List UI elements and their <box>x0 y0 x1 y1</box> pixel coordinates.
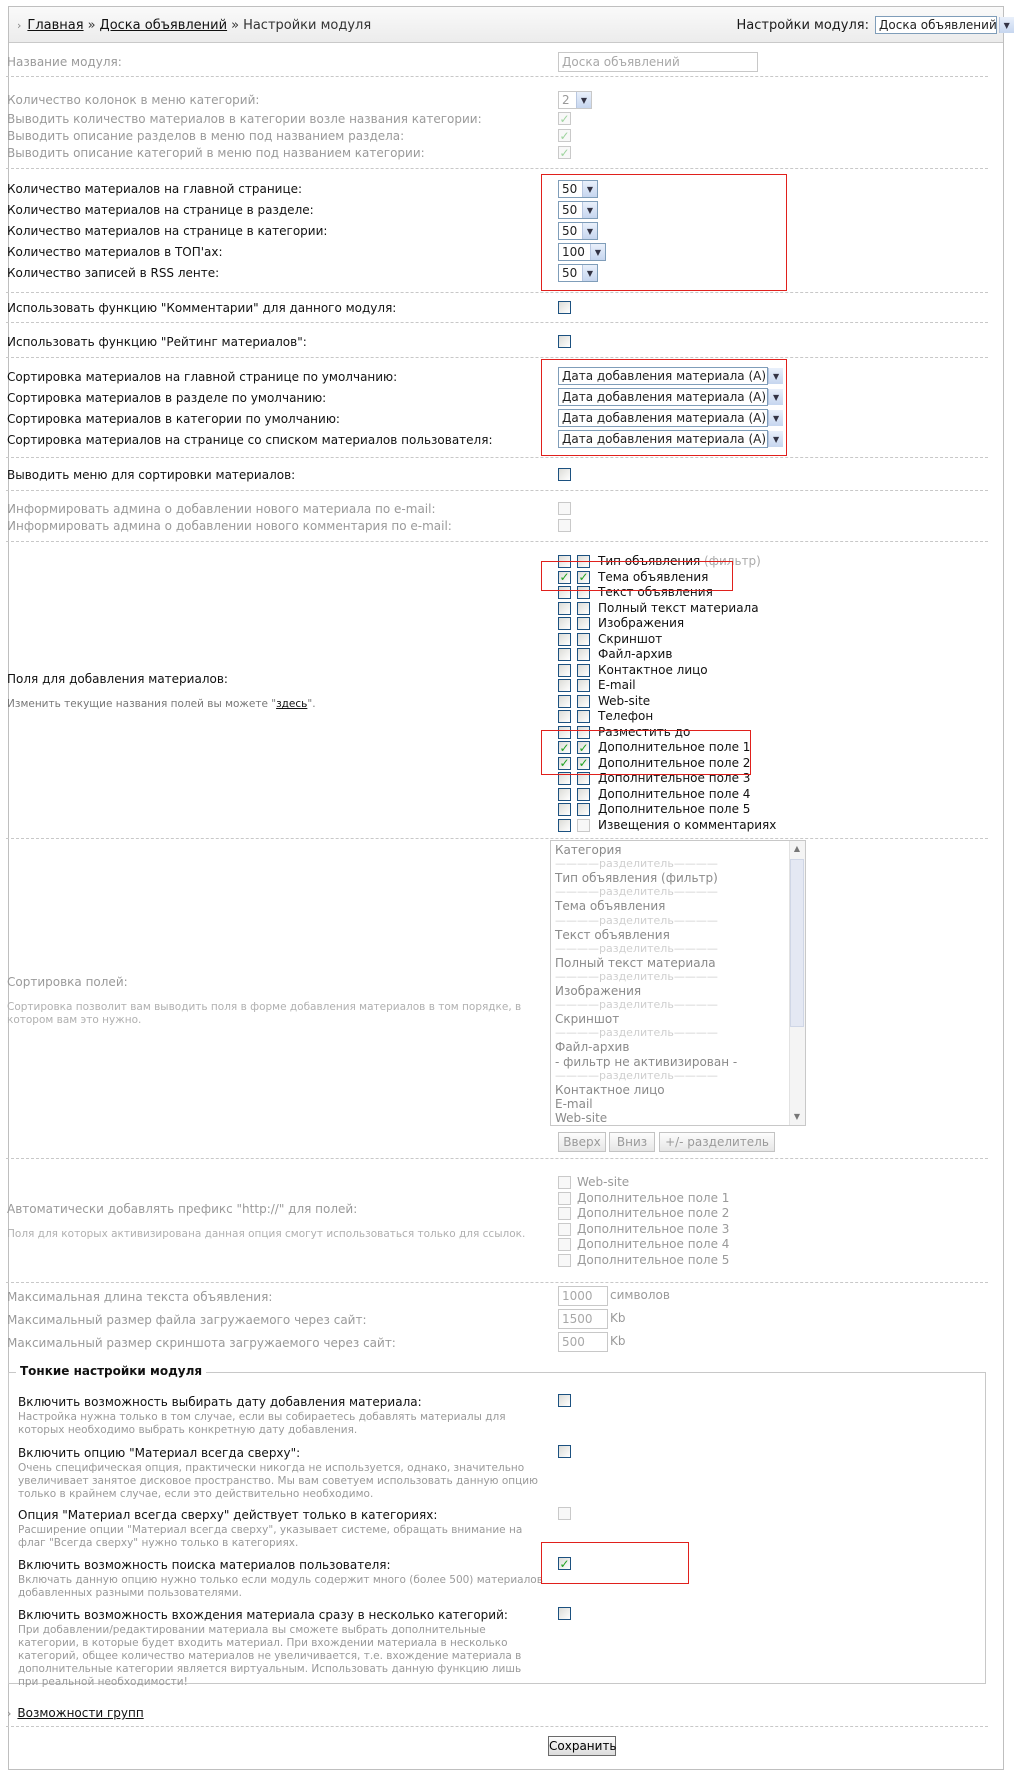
field-checkbox-a[interactable] <box>558 803 571 816</box>
checkmark-icon: ✓ <box>559 128 570 143</box>
chevron-down-icon: ▼ <box>576 92 591 108</box>
field-checkbox-b[interactable] <box>577 695 590 708</box>
checkmark-icon: ✓ <box>559 1556 570 1571</box>
listbox-item[interactable]: Изображения <box>555 984 642 998</box>
field-name: Извещения о комментариях <box>598 817 777 832</box>
listbox-item[interactable]: E-mail <box>555 1097 593 1111</box>
field-name: Тема объявления <box>598 569 709 584</box>
chevron-right-icon: › <box>17 19 22 32</box>
field-label <box>598 787 750 801</box>
checkmark-icon: ✓ <box>559 145 570 160</box>
sort-menu-checkbox[interactable] <box>558 468 571 481</box>
sort-category-value: Дата добавления материала (А) <box>562 411 767 425</box>
field-checkbox-b[interactable] <box>577 819 590 832</box>
listbox-item[interactable]: Категория <box>555 843 622 857</box>
fine-option-checkbox[interactable] <box>558 1445 571 1458</box>
per-section-value: 50 <box>562 203 578 217</box>
field-label <box>598 663 708 677</box>
divider <box>6 1282 988 1283</box>
checkmark-icon: ✓ <box>559 756 570 770</box>
fields-note <box>7 698 316 711</box>
screenshot-size-unit: Kb <box>610 1334 626 1348</box>
field-name: Дополнительное поле 4 <box>598 786 751 801</box>
listbox-divider[interactable]: ————разделитель———— <box>555 857 718 871</box>
comments-checkbox[interactable] <box>558 301 571 314</box>
field-checkbox-b[interactable] <box>577 617 590 630</box>
listbox-divider[interactable]: ————разделитель———— <box>555 998 718 1012</box>
listbox-divider[interactable]: ————разделитель———— <box>555 1026 718 1040</box>
per-top-label: Количество материалов в ТОП'ах: <box>7 245 223 259</box>
listbox-divider[interactable]: ————разделитель———— <box>555 970 718 983</box>
fine-option-label: Включить возможность поиска материалов пользователя: <box>18 1558 391 1572</box>
field-name: Файл-архив <box>598 647 673 661</box>
chevron-down-icon: ▼ <box>590 244 605 260</box>
show-category-desc-label: Выводить описание категорий в меню под названием категории: <box>7 146 425 160</box>
chevron-down-icon[interactable]: ▼ <box>793 1112 801 1121</box>
field-name: Скриншот <box>598 631 663 646</box>
chevron-up-icon[interactable]: ▲ <box>793 844 801 853</box>
prefix-checkbox[interactable] <box>558 1192 571 1205</box>
field-checkbox-a[interactable] <box>558 617 571 630</box>
highlight-box <box>541 730 751 775</box>
sort-menu-label: Выводить меню для сортировки материалов: <box>7 468 296 482</box>
checkmark-icon: ✓ <box>578 740 589 755</box>
fine-option-label: Включить возможность вхождения материала сразу в несколько категорий: <box>18 1608 508 1622</box>
show-count-label: Выводить количество материалов в категории возле названия категории: <box>7 112 482 126</box>
sort-user-value: Дата добавления материала (А) <box>562 432 767 446</box>
field-extra: (фильтр) <box>704 554 761 568</box>
fine-option-note: При добавлении/редактировании материала вы сможете выбрать дополнительные категории, в которые будет входить материал. При вхождении материала в несколько категорий, общее количество материалов не увеличивается, т.е. вхождение материала в дополнительные категории является виртуальным. Использовать данную функцию лишь при реальной необходимости! <box>18 1624 522 1688</box>
field-name: Web-site <box>598 693 651 708</box>
show-section-desc-label: Выводить описание разделов в меню под названием раздела: <box>7 129 405 143</box>
show-count-checkbox[interactable] <box>558 112 571 125</box>
listbox-divider[interactable]: ————разделитель———— <box>555 1068 718 1082</box>
divider <box>6 838 988 839</box>
per-rss-label: Количество записей в RSS ленте: <box>7 266 220 280</box>
prefix-checkbox[interactable] <box>558 1207 571 1220</box>
header-bar <box>9 7 1010 43</box>
field-checkbox-b[interactable] <box>577 679 590 692</box>
field-checkbox-b[interactable] <box>577 710 590 723</box>
field-checkbox-a[interactable] <box>558 633 571 646</box>
field-name: Разместить до <box>598 724 691 739</box>
field-checkbox-a[interactable] <box>558 679 571 692</box>
notify-material-label: Информировать админа о добавлении нового материала по e-mail: <box>7 502 436 516</box>
field-label <box>598 647 672 661</box>
notify-material-checkbox[interactable] <box>558 502 571 515</box>
fine-option-label: Опция "Материал всегда сверху" действует только в категориях: <box>18 1508 438 1522</box>
sort-fields-listbox[interactable] <box>550 840 806 1126</box>
field-checkbox-a[interactable] <box>558 710 571 723</box>
listbox-item[interactable]: Контактное лицо <box>555 1082 665 1097</box>
fields-label: Поля для добавления материалов: <box>7 672 228 686</box>
listbox-item[interactable]: Web-site <box>555 1111 608 1126</box>
fields-note-text: Изменить текущие названия полей вы можете " <box>7 698 277 710</box>
divider <box>6 322 988 323</box>
divider <box>6 292 988 293</box>
listbox-item[interactable]: Скриншот <box>555 1012 620 1027</box>
module-name-input[interactable]: Доска объявлений <box>558 52 758 72</box>
file-size-input[interactable]: 1500 <box>558 1309 608 1329</box>
screenshot-size-label: Максимальный размер скриншота загружаемого через сайт: <box>7 1336 396 1350</box>
fine-option-note: Включать данную опцию нужно только если модуль содержит много (более 500) материалов добавленных разными пользователями. <box>18 1574 543 1599</box>
checkmark-icon: ✓ <box>559 570 570 584</box>
field-name: Дополнительное поле 2 <box>598 755 751 770</box>
field-label <box>598 632 662 646</box>
comments-label: Использовать функцию "Комментарии" для данного модуля: <box>7 301 397 315</box>
listbox-item[interactable]: - фильтр не активизирован - <box>555 1054 738 1069</box>
rating-checkbox[interactable] <box>558 335 571 348</box>
highlight-box <box>541 174 787 291</box>
field-checkbox-a[interactable] <box>558 664 571 677</box>
field-name: Полный текст материала <box>598 600 759 615</box>
field-name: Контактное лицо <box>598 662 708 677</box>
category-columns-label: Количество колонок в меню категорий: <box>7 93 260 107</box>
groups-link[interactable]: Возможности групп <box>17 1706 144 1720</box>
listbox-item[interactable]: Файл-архив <box>555 1040 630 1055</box>
fine-option-label: Включить опцию "Материал всегда сверху": <box>18 1446 301 1460</box>
listbox-divider[interactable]: ————разделитель———— <box>555 913 718 927</box>
checkmark-icon: ✓ <box>578 570 589 584</box>
chevron-down-icon: ▼ <box>768 410 783 426</box>
listbox-divider[interactable]: ————разделитель———— <box>555 885 718 899</box>
module-select-value: Доска объявлений <box>879 18 997 32</box>
fine-option-checkbox[interactable] <box>558 1507 571 1520</box>
chevron-down-icon: ▼ <box>582 202 597 218</box>
chevron-down-icon: ▼ <box>768 431 783 447</box>
category-columns-value: 2 <box>562 93 570 107</box>
sort-fields-note: Сортировка позволит вам выводить поля в форме добавления материалов в том порядке, в котором вам это нужно. <box>7 1001 522 1026</box>
show-category-desc-checkbox[interactable] <box>558 146 571 159</box>
prefix-label: Автоматически добавлять префикс "http://" для полей: <box>7 1202 358 1216</box>
prefix-field-label: Web-site <box>577 1175 630 1189</box>
listbox-item[interactable]: Полный текст материала <box>555 955 716 970</box>
listbox-divider[interactable]: ————разделитель———— <box>555 941 718 955</box>
text-length-input[interactable]: 1000 <box>558 1286 608 1306</box>
field-label <box>598 616 684 630</box>
sort-section-label: Сортировка материалов в разделе по умолчанию: <box>7 391 327 405</box>
fine-option-note: Расширение опции "Материал всегда сверху", указывает системе, обращать внимание на флаг "Всегда сверху" нужно только в категориях. <box>18 1524 523 1549</box>
module-switcher-label: Настройки модуля: <box>736 17 869 33</box>
groups-link-row <box>7 1706 144 1720</box>
field-label <box>598 802 750 816</box>
breadcrumb-home-link[interactable]: Главная <box>27 18 84 33</box>
checkmark-icon: ✓ <box>578 756 589 770</box>
prefix-checkbox[interactable] <box>558 1176 571 1189</box>
category-columns-select[interactable] <box>558 91 592 109</box>
field-name: Дополнительное поле 1 <box>598 740 751 754</box>
move-up-button[interactable]: Вверх <box>558 1132 606 1152</box>
checkmark-icon: ✓ <box>559 111 570 126</box>
divider <box>6 357 988 358</box>
field-checkbox-b[interactable] <box>577 648 590 661</box>
prefix-field-label: Дополнительное поле 2 <box>577 1206 730 1220</box>
divider <box>6 1726 988 1727</box>
listbox-item[interactable]: Текст объявления <box>555 927 670 942</box>
field-label <box>598 709 653 723</box>
field-checkbox-a[interactable] <box>558 602 571 615</box>
breadcrumb-section-link[interactable]: Доска объявлений <box>99 18 228 33</box>
module-switcher <box>736 16 1010 34</box>
prefix-checkbox[interactable] <box>558 1223 571 1236</box>
rename-fields-link[interactable]: здесь <box>276 698 308 710</box>
per-top-value: 100 <box>562 245 585 259</box>
highlight-box <box>541 359 787 456</box>
divider <box>6 168 988 169</box>
prefix-field-label: Дополнительное поле 4 <box>577 1237 730 1251</box>
chevron-down-icon: ▼ <box>768 368 783 384</box>
breadcrumb-current: Настройки модуля <box>243 18 372 33</box>
breadcrumb-separator: » <box>231 18 240 33</box>
sort-user-label: Сортировка материалов на странице со списком материалов пользователя: <box>7 433 493 447</box>
breadcrumb <box>17 18 371 33</box>
fine-option-checkbox[interactable] <box>558 1394 571 1407</box>
text-length-label: Максимальная длина текста объявления: <box>7 1290 273 1304</box>
prefix-field-label: Дополнительное поле 1 <box>577 1190 730 1205</box>
per-section-label: Количество материалов на странице в разделе: <box>7 203 314 217</box>
prefix-checkbox[interactable] <box>558 1254 571 1267</box>
show-section-desc-checkbox[interactable] <box>558 129 571 142</box>
move-down-button[interactable]: Вниз <box>609 1132 655 1152</box>
fine-option-note: Очень специфическая опция, практически никогда не используется, однако, значительно увеличивает занятое дисковое пространство. Мы вам советуем использовать данную опцию только в крайнем случае, если это действительно необходимо. <box>18 1462 538 1500</box>
field-checkbox-b[interactable] <box>577 664 590 677</box>
fields-note-text: ". <box>307 698 316 710</box>
per-category-label: Количество материалов на странице в категории: <box>7 224 328 238</box>
checkmark-icon: ✓ <box>559 740 570 755</box>
listbox-item[interactable]: Тип объявления (фильтр) <box>555 871 718 886</box>
screenshot-size-input[interactable]: 500 <box>558 1332 608 1352</box>
field-label <box>598 818 776 832</box>
module-name-label: Название модуля: <box>7 55 122 69</box>
field-checkbox-b[interactable] <box>577 633 590 646</box>
field-name: Изображения <box>598 616 685 630</box>
field-checkbox-b[interactable] <box>577 788 590 801</box>
chevron-down-icon: ▼ <box>999 17 1014 33</box>
scrollbar-thumb[interactable] <box>790 859 804 1027</box>
field-name: Телефон <box>598 709 654 723</box>
field-name: Тип объявления <box>598 554 701 568</box>
field-checkbox-b[interactable] <box>577 602 590 615</box>
field-label <box>598 678 636 692</box>
field-name: E-mail <box>598 678 636 692</box>
per-category-value: 50 <box>562 224 578 238</box>
chevron-down-icon: ▼ <box>582 181 597 197</box>
breadcrumb-separator: » <box>87 18 96 33</box>
fine-option-checkbox[interactable] <box>558 1607 571 1620</box>
field-name: Дополнительное поле 5 <box>598 802 751 816</box>
notify-comment-checkbox[interactable] <box>558 519 571 532</box>
sort-category-label: Сортировка материалов в категории по умолчанию: <box>7 412 340 426</box>
field-checkbox-a[interactable] <box>558 819 571 832</box>
chevron-down-icon: ▼ <box>582 265 597 281</box>
divider <box>6 457 988 458</box>
divider <box>6 76 988 77</box>
fine-settings-title: Тонкие настройки модуля <box>16 1364 206 1378</box>
notify-comment-label: Информировать админа о добавлении нового комментария по e-mail: <box>7 519 452 533</box>
per-main-label: Количество материалов на главной странице: <box>7 182 303 196</box>
prefix-note: Поля для которых активизирована данная опция смогут использоваться только для ссылок. <box>7 1228 526 1240</box>
prefix-field-label: Дополнительное поле 3 <box>577 1221 730 1236</box>
toggle-separator-button[interactable]: +/- разделитель <box>659 1132 775 1152</box>
divider <box>6 1158 988 1159</box>
divider <box>6 490 988 491</box>
prefix-checkbox[interactable] <box>558 1238 571 1251</box>
field-checkbox-a[interactable] <box>558 788 571 801</box>
highlight-box <box>541 561 733 591</box>
sort-fields-label: Сортировка полей: <box>7 975 128 989</box>
rating-label: Использовать функцию "Рейтинг материалов": <box>7 335 307 349</box>
chevron-down-icon: ▼ <box>582 223 597 239</box>
file-size-unit: Kb <box>610 1311 626 1325</box>
save-button[interactable]: Сохранить <box>548 1736 616 1756</box>
per-main-value: 50 <box>562 182 578 196</box>
module-select[interactable] <box>875 16 1010 34</box>
fine-option-note: Настройка нужна только в том случае, если вы собираетесь добавлять материалы для которых необходимо выбрать конкретную дату добавления. <box>18 1411 506 1436</box>
file-size-label: Максимальный размер файла загружаемого через сайт: <box>7 1313 367 1327</box>
field-checkbox-a[interactable] <box>558 695 571 708</box>
sort-main-value: Дата добавления материала (А) <box>562 369 767 383</box>
sort-section-value: Дата добавления материала (А) <box>562 390 767 404</box>
fine-option-label: Включить возможность выбирать дату добавления материала: <box>18 1395 422 1409</box>
sort-main-label: Сортировка материалов на главной странице по умолчанию: <box>7 370 398 384</box>
listbox-item[interactable]: Тема объявления <box>555 899 666 914</box>
chevron-down-icon: ▼ <box>768 389 783 405</box>
chevron-right-icon: › <box>7 1707 12 1720</box>
field-checkbox-b[interactable] <box>577 803 590 816</box>
prefix-field-label: Дополнительное поле 5 <box>577 1252 730 1267</box>
text-length-unit: символов <box>610 1288 670 1302</box>
field-label <box>598 601 759 615</box>
per-rss-value: 50 <box>562 266 578 280</box>
field-name: Дополнительное поле 3 <box>598 771 751 785</box>
field-label <box>598 694 650 708</box>
divider <box>6 541 988 542</box>
highlight-box <box>541 1542 689 1584</box>
field-name: Текст объявления <box>598 585 713 599</box>
field-checkbox-a[interactable] <box>558 648 571 661</box>
